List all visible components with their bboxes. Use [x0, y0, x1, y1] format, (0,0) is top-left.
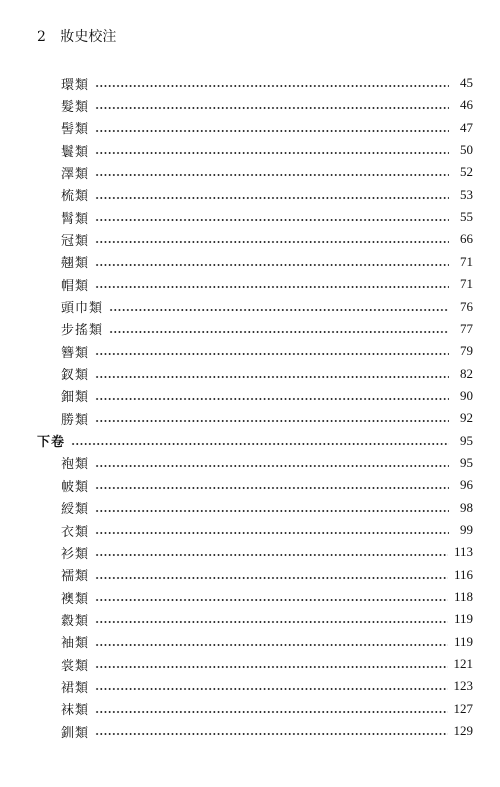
toc-leader-dots [95, 130, 449, 132]
toc-entry-page: 45 [460, 75, 473, 90]
toc-entry-page: 119 [453, 611, 473, 627]
toc-entry-label: 襦類 [61, 569, 90, 585]
toc-leader-dots [95, 197, 449, 199]
toc-leader-dots [95, 264, 449, 266]
toc-leader-dots [95, 85, 449, 87]
toc-entry-label: 帔類 [61, 479, 90, 495]
toc-entry-page: 95 [460, 432, 473, 448]
toc-entry-page: 96 [460, 477, 473, 493]
toc-leader-dots [95, 286, 449, 288]
toc-leader-dots [95, 733, 447, 735]
toc-entry[interactable] [37, 430, 473, 452]
toc-entry-page: 46 [460, 97, 473, 113]
toc-entry-label: 翹類 [61, 256, 90, 272]
toc-entry[interactable] [61, 564, 473, 586]
toc-entry-page: 118 [453, 589, 473, 605]
toc-leader-dots [95, 219, 449, 221]
toc-entry[interactable] [61, 139, 473, 161]
toc-entry-page: 99 [460, 522, 473, 537]
toc-entry-label: 頭巾類 [61, 301, 104, 316]
toc-entry-page: 98 [460, 499, 473, 515]
toc-entry-page: 53 [460, 186, 473, 202]
toc-entry[interactable] [61, 161, 473, 183]
toc-entry-page: 92 [460, 410, 473, 426]
toc-leader-dots [95, 174, 449, 176]
toc-entry-label: 襖類 [61, 591, 90, 607]
toc-leader-dots [95, 666, 447, 668]
toc-entry-label: 袜類 [61, 703, 90, 719]
toc-entry-label: 鬟類 [61, 144, 90, 160]
toc-entry-label: 縠類 [61, 613, 90, 629]
toc-leader-dots [95, 621, 448, 623]
toc-entry-page: 76 [460, 298, 473, 314]
toc-entry[interactable] [61, 251, 473, 273]
toc-entry-page: 66 [460, 231, 473, 247]
toc-entry-page: 127 [453, 700, 473, 716]
toc-entry[interactable] [61, 407, 473, 429]
toc-leader-dots [95, 554, 448, 556]
toc-entry-page: 123 [453, 678, 473, 694]
toc-entry[interactable] [61, 608, 473, 630]
toc-entry-label: 帽類 [61, 278, 90, 294]
toc-entry[interactable] [61, 698, 473, 720]
toc-entry[interactable] [61, 94, 473, 116]
toc-entry-label: 裳類 [61, 658, 90, 674]
toc-entry[interactable] [61, 228, 473, 250]
toc-entry-label: 下卷 [37, 435, 66, 451]
toc-entry-label: 釧類 [61, 725, 90, 741]
toc-leader-dots [95, 577, 448, 579]
toc-leader-dots [95, 398, 449, 400]
toc-entry-label: 衣類 [61, 524, 90, 540]
toc-entry[interactable] [61, 273, 473, 295]
toc-entry[interactable] [61, 340, 473, 362]
toc-leader-dots [95, 152, 449, 154]
toc-entry-label: 步搖類 [61, 323, 104, 339]
toc-entry[interactable] [61, 497, 473, 519]
toc-entry-page: 95 [460, 454, 473, 470]
toc-leader-dots [95, 599, 448, 601]
toc-entry-label: 衫類 [61, 546, 90, 562]
toc-entry[interactable] [61, 452, 473, 474]
toc-entry-page: 90 [460, 387, 473, 403]
page-header [37, 29, 116, 45]
toc-entry-label: 勝類 [61, 412, 90, 428]
toc-entry-page: 82 [460, 365, 473, 381]
toc-entry-page: 52 [460, 164, 473, 180]
toc-entry-label: 裙類 [61, 680, 90, 696]
toc-entry-page: 77 [460, 320, 473, 336]
toc-entry-page: 50 [460, 142, 473, 158]
toc-leader-dots [95, 532, 449, 534]
toc-leader-dots [95, 376, 449, 378]
toc-leader-dots [95, 644, 448, 646]
toc-entry[interactable] [61, 72, 473, 94]
toc-entry-label: 袍類 [61, 457, 90, 473]
toc-entry-page: 121 [453, 656, 473, 672]
toc-leader-dots [71, 443, 449, 445]
toc-entry[interactable] [61, 541, 473, 563]
toc-entry-page: 47 [460, 119, 473, 135]
toc-entry-page: 55 [460, 209, 473, 225]
toc-leader-dots [95, 353, 449, 355]
toc-entry[interactable] [61, 363, 473, 385]
toc-entry-label: 鈿類 [61, 390, 90, 406]
toc-entry-label: 澤類 [61, 166, 90, 182]
toc-entry[interactable] [61, 184, 473, 206]
toc-entry-label: 簪類 [61, 345, 90, 361]
toc-entry[interactable] [61, 318, 473, 340]
toc-entry-label: 環類 [61, 77, 90, 93]
toc-entry[interactable] [61, 474, 473, 496]
toc-entry-label: 釵類 [61, 368, 90, 384]
toc-leader-dots [95, 107, 449, 109]
toc-entry[interactable] [61, 631, 473, 653]
toc-leader-dots [95, 711, 447, 713]
toc-entry-label: 冠類 [61, 233, 90, 249]
toc-entry-label: 袖類 [61, 636, 90, 652]
toc-entry-label: 髻類 [61, 122, 90, 138]
page-number: 2 [37, 29, 46, 45]
toc-entry-page: 119 [453, 633, 473, 649]
toc-leader-dots [95, 487, 449, 489]
toc-entry-page: 116 [453, 566, 473, 582]
toc-leader-dots [95, 241, 449, 243]
toc-leader-dots [109, 331, 449, 333]
toc-entry[interactable] [61, 675, 473, 697]
toc-entry-page: 113 [453, 544, 473, 560]
toc-entry[interactable] [61, 586, 473, 608]
toc-entry-label: 髮類 [61, 99, 90, 115]
toc-entry-label: 綬類 [61, 502, 90, 518]
toc-entry[interactable] [61, 206, 473, 228]
toc-entry[interactable] [61, 653, 473, 675]
toc-entry-page: 71 [460, 276, 473, 292]
toc-entry[interactable] [61, 519, 473, 541]
toc-entry-page: 129 [453, 723, 473, 739]
toc-entry-page: 79 [460, 343, 473, 359]
toc-entry[interactable] [61, 720, 473, 742]
toc-leader-dots [95, 465, 449, 467]
toc-leader-dots [109, 309, 449, 311]
toc-entry[interactable] [61, 385, 473, 407]
toc-entry-label: 梳類 [61, 189, 90, 205]
book-title: 妝史校注 [60, 29, 117, 45]
toc-leader-dots [95, 420, 449, 422]
toc-entry[interactable] [61, 296, 473, 318]
toc-entry-page: 71 [460, 253, 473, 269]
toc-entry[interactable] [61, 117, 473, 139]
toc-entry-label: 髾類 [61, 211, 90, 227]
toc-leader-dots [95, 510, 449, 512]
toc-leader-dots [95, 688, 447, 690]
